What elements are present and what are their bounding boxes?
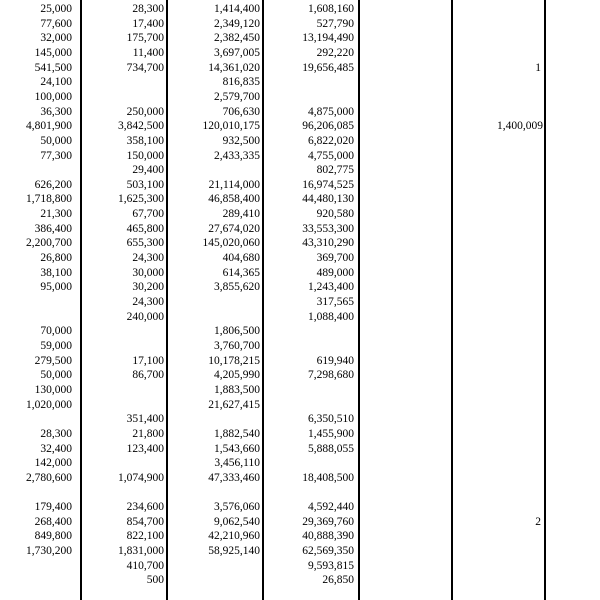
table-cell: 50,000 — [40, 134, 72, 147]
table-cell: 145,000 — [34, 46, 72, 59]
table-cell: 29,369,760 — [302, 515, 354, 528]
table-cell: 26,800 — [40, 252, 72, 265]
column-divider — [544, 0, 546, 600]
table-cell: 100,000 — [34, 90, 72, 103]
table-cell: 43,310,290 — [302, 237, 354, 250]
table-cell: 932,500 — [222, 134, 260, 147]
table-cell: 2,349,120 — [214, 17, 260, 30]
table-cell: 3,576,060 — [214, 501, 260, 514]
table-cell: 2,579,700 — [214, 90, 260, 103]
table-cell: 1,400,009 — [497, 120, 543, 133]
table-cell: 26,850 — [322, 574, 354, 587]
table-cell: 6,822,020 — [308, 134, 354, 147]
table-cell: 32,400 — [40, 442, 72, 455]
table-cell: 2,433,335 — [214, 149, 260, 162]
table-cell: 96,206,085 — [302, 120, 354, 133]
table-cell: 920,580 — [316, 208, 354, 221]
table-cell: 404,680 — [222, 252, 260, 265]
table-cell: 58,925,140 — [208, 545, 260, 558]
table-cell: 77,600 — [40, 17, 72, 30]
table-cell: 179,400 — [34, 501, 72, 514]
table-cell: 77,300 — [40, 149, 72, 162]
table-cell: 7,298,680 — [308, 369, 354, 382]
table-cell: 47,333,460 — [208, 471, 260, 484]
table-cell: 30,000 — [132, 266, 164, 279]
table-cell: 21,627,415 — [208, 398, 260, 411]
table-cell: 410,700 — [126, 559, 164, 572]
table-cell: 28,300 — [40, 427, 72, 440]
table-cell: 289,410 — [222, 208, 260, 221]
table-cell: 822,100 — [126, 530, 164, 543]
table-cell: 24,300 — [132, 252, 164, 265]
table-cell: 802,775 — [316, 164, 354, 177]
table-cell: 240,000 — [126, 310, 164, 323]
table-cell: 27,674,020 — [208, 222, 260, 235]
table-cell: 1,088,400 — [308, 310, 354, 323]
table-cell: 489,000 — [316, 266, 354, 279]
table-cell: 17,400 — [132, 17, 164, 30]
table-cell: 67,700 — [132, 208, 164, 221]
table-cell: 351,400 — [126, 413, 164, 426]
table-cell: 24,100 — [40, 76, 72, 89]
table-cell: 145,020,060 — [202, 237, 260, 250]
table-cell: 1,883,500 — [214, 383, 260, 396]
table-cell: 234,600 — [126, 501, 164, 514]
table-cell: 25,000 — [40, 3, 72, 15]
table-cell: 1,831,000 — [118, 545, 164, 558]
table-cell: 1,608,160 — [308, 3, 354, 15]
table-cell: 62,569,350 — [302, 545, 354, 558]
table-cell: 1,882,540 — [214, 427, 260, 440]
table-cell: 500 — [146, 574, 164, 587]
table-cell: 734,700 — [126, 61, 164, 74]
table-cell: 28,300 — [132, 3, 164, 15]
table-cell: 1,414,400 — [214, 3, 260, 15]
table-cell: 1,625,300 — [118, 193, 164, 206]
table-cell: 503,100 — [126, 178, 164, 191]
table-cell: 40,888,390 — [302, 530, 354, 543]
table-cell: 1,020,000 — [26, 398, 72, 411]
table-cell: 614,365 — [222, 266, 260, 279]
table-cell: 369,700 — [316, 252, 354, 265]
table-cell: 130,000 — [34, 383, 72, 396]
table-cell: 4,592,440 — [308, 501, 354, 514]
table-cell: 95,000 — [40, 281, 72, 294]
table-cell: 1,806,500 — [214, 325, 260, 338]
table-cell: 3,855,620 — [214, 281, 260, 294]
table-cell: 3,842,500 — [118, 120, 164, 133]
table-cell: 16,974,525 — [302, 178, 354, 191]
table-cell: 142,000 — [34, 457, 72, 470]
column-divider — [451, 0, 453, 600]
table-cell: 10,178,215 — [208, 354, 260, 367]
table-cell: 86,700 — [132, 369, 164, 382]
table-cell: 30,200 — [132, 281, 164, 294]
table-cell: 70,000 — [40, 325, 72, 338]
table-cell: 465,800 — [126, 222, 164, 235]
table-cell: 854,700 — [126, 515, 164, 528]
table-cell: 706,630 — [222, 105, 260, 118]
table-cell: 11,400 — [132, 46, 164, 59]
table-cell: 13,194,490 — [302, 32, 354, 45]
table-cell: 6,350,510 — [308, 413, 354, 426]
table-cell: 619,940 — [316, 354, 354, 367]
table-cell: 24,300 — [132, 296, 164, 308]
table-cell: 527,790 — [316, 17, 354, 30]
table-cell: 38,100 — [40, 266, 72, 279]
table-cell: 4,205,990 — [214, 369, 260, 382]
table-cell: 849,800 — [34, 530, 72, 543]
table-cell: 1,718,800 — [26, 193, 72, 206]
table-cell: 4,801,900 — [26, 120, 72, 133]
table-cell: 9,062,540 — [214, 515, 260, 528]
table-cell: 268,400 — [34, 515, 72, 528]
table-cell: 150,000 — [126, 149, 164, 162]
table-cell: 279,500 — [34, 354, 72, 367]
table-cell: 1,730,200 — [26, 545, 72, 558]
table-cell: 17,100 — [132, 354, 164, 367]
table-cell: 9,593,815 — [308, 559, 354, 572]
table-cell: 626,200 — [34, 178, 72, 191]
table-cell: 2,382,450 — [214, 32, 260, 45]
table-cell: 292,220 — [316, 46, 354, 59]
table-cell: 541,500 — [34, 61, 72, 74]
table-cell: 19,656,485 — [302, 61, 354, 74]
table-cell: 358,100 — [126, 134, 164, 147]
table-cell: 1,243,400 — [308, 281, 354, 294]
table-cell: 44,480,130 — [302, 193, 354, 206]
table-cell: 21,800 — [132, 427, 164, 440]
table-cell: 4,875,000 — [308, 105, 354, 118]
table-cell: 120,010,175 — [202, 120, 260, 133]
table-cell: 32,000 — [40, 32, 72, 45]
table-cell: 14,361,020 — [208, 61, 260, 74]
table-cell: 816,835 — [222, 76, 260, 89]
table-cell: 21,114,000 — [208, 178, 260, 191]
table-cell: 1,455,900 — [308, 427, 354, 440]
table-cell: 29,400 — [132, 164, 164, 177]
table-cell: 2,200,700 — [26, 237, 72, 250]
table-cell: 42,210,960 — [208, 530, 260, 543]
column-divider — [358, 0, 360, 600]
table-cell: 46,858,400 — [208, 193, 260, 206]
table-cell: 1 — [535, 61, 541, 74]
table-cell: 3,456,110 — [214, 457, 260, 470]
table-cell: 21,300 — [40, 208, 72, 221]
table-cell: 50,000 — [40, 369, 72, 382]
table-cell: 4,755,000 — [308, 149, 354, 162]
table-cell: 1,543,660 — [214, 442, 260, 455]
table-cell: 5,888,055 — [308, 442, 354, 455]
table-cell: 3,760,700 — [214, 339, 260, 352]
table-cell: 655,300 — [126, 237, 164, 250]
table-cell: 3,697,005 — [214, 46, 260, 59]
table-cell: 250,000 — [126, 105, 164, 118]
table-cell: 59,000 — [40, 339, 72, 352]
table-cell: 386,400 — [34, 222, 72, 235]
table-cell: 123,400 — [126, 442, 164, 455]
table-cell: 36,300 — [40, 105, 72, 118]
table-cell: 33,553,300 — [302, 222, 354, 235]
table-cell: 18,408,500 — [302, 471, 354, 484]
table-cell: 1,074,900 — [118, 471, 164, 484]
table-cell: 317,565 — [316, 296, 354, 308]
table-cell: 2 — [535, 515, 541, 528]
table-cell: 175,700 — [126, 32, 164, 45]
table-cell: 2,780,600 — [26, 471, 72, 484]
